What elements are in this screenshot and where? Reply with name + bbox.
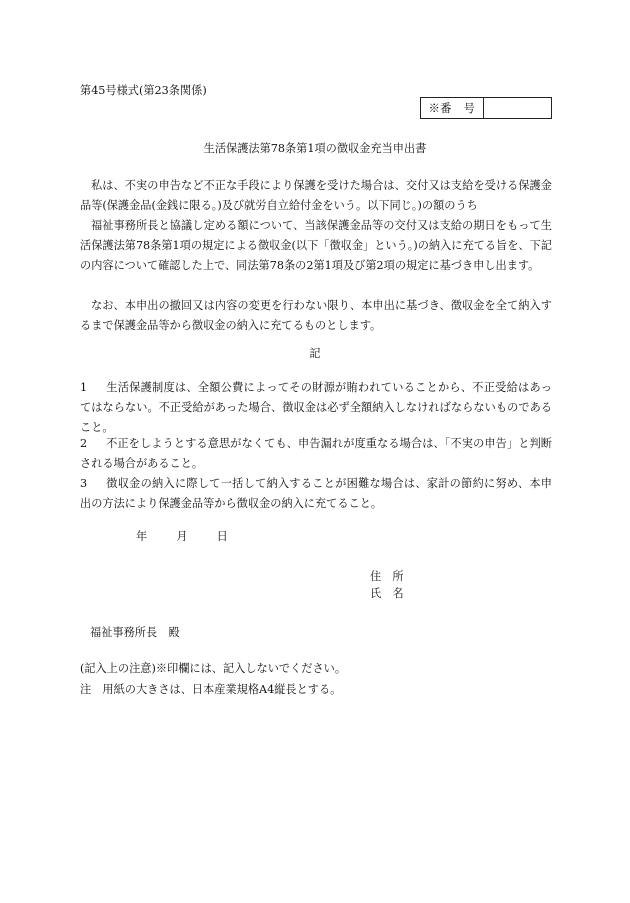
paper-size-note: 注 用紙の大きさは、日本産業規格A4縦長とする。 — [80, 683, 342, 696]
reference-number-field — [484, 98, 551, 118]
body-paragraph-2: 福祉事務所長と協議し定める額について、当該保護金品等の交付又は支給の期日をもって生活保護法第78条第1項の規定による徴収金(以下「徴収金」という。)の納入に充てる旨を、下記の内容について確認した上で、同法第78条の2第1項及び第2項の規定に基づき申し出ます。 — [80, 219, 552, 272]
filling-note: (記入上の注意)※印欄には、記入しないでください。 — [80, 662, 347, 675]
addressee: 福祉事務所長 殿 — [90, 626, 180, 639]
list-item-text: 徴収金の納入に際して一括して納入することが困難な場合は、家計の節約に努め、本申出の方法により保護金品等から徴収金の納入に充てること。 — [80, 477, 552, 510]
reference-number-label: ※番 号 — [421, 98, 484, 118]
name-label: 氏 名 — [370, 587, 404, 600]
date-month: 月 — [176, 530, 188, 543]
ki-heading: 記 — [309, 347, 321, 360]
list-item — [80, 378, 552, 438]
body-paragraph-3: なお、本申出の撤回又は内容の変更を行わない限り、本申出に基づき、徴収金を全て納入するまで保護金品等から徴収金の納入に充てるものとします。 — [80, 299, 552, 332]
form-number: 第45号様式(第23条関係) — [80, 84, 207, 97]
date-year: 年 — [136, 530, 148, 543]
date-day: 日 — [216, 530, 228, 543]
reference-number-box — [420, 97, 552, 119]
list-item-number: 1 — [80, 381, 88, 394]
list-item-number: 2 — [80, 437, 88, 450]
address-label: 住 所 — [370, 570, 404, 583]
list-item — [80, 474, 552, 514]
list-item-text: 生活保護制度は、全額公費によってその財源が賄われていることから、不正受給はあってはならない。不正受給があった場合、徴収金は必ず全額納入しなければならないものであること。 — [80, 381, 552, 434]
body-paragraph-1: 私は、不実の申告など不正な手段により保護を受けた場合は、交付又は支給を受ける保護金品等(保護金品(金銭に限る。)及び就労自立給付金をいう。以下同じ。)の額のうち — [80, 179, 552, 212]
list-item-number: 3 — [80, 477, 88, 490]
list-item-text: 不正をしようとする意思がなくても、申告漏れが度重なる場合は、「不実の申告」と判断される場合があること。 — [80, 437, 552, 470]
list-item — [80, 434, 552, 474]
date-line — [136, 528, 228, 544]
document-title: 生活保護法第78条第1項の徴収金充当申出書 — [203, 142, 427, 155]
